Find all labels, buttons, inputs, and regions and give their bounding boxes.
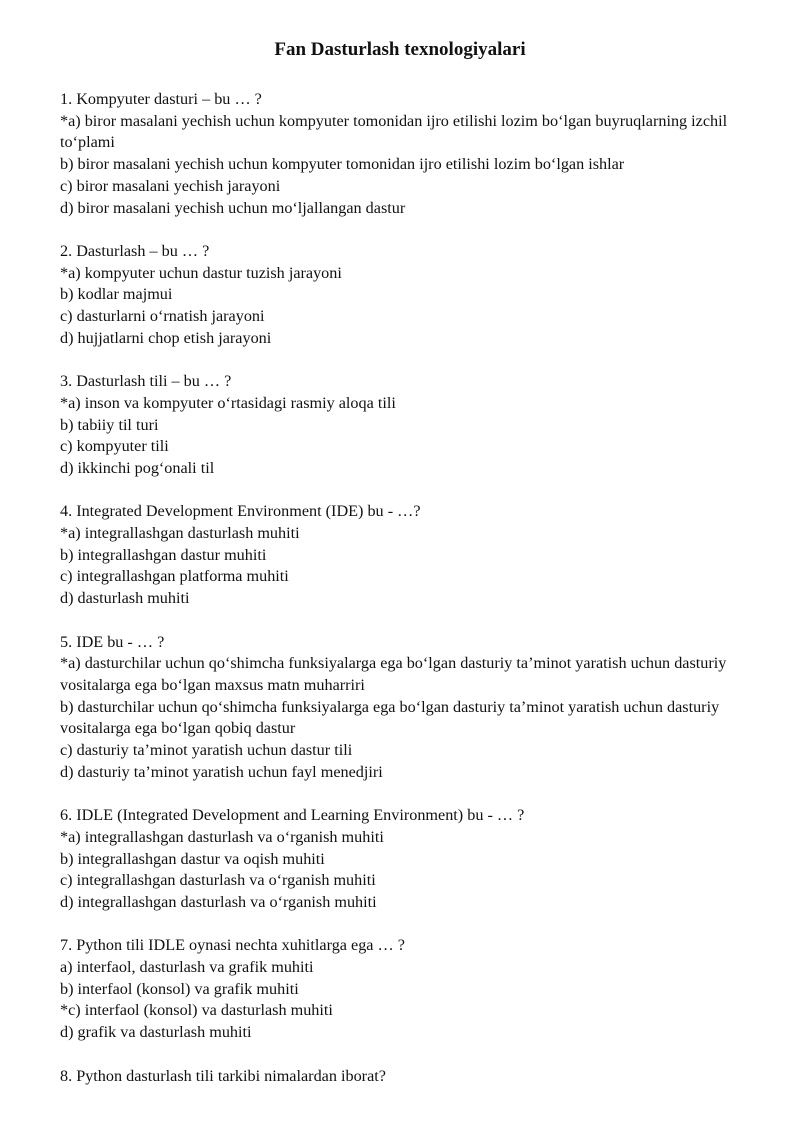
question-text: 1. Kompyuter dasturi – bu … ?: [60, 90, 262, 108]
question-6: [60, 805, 740, 914]
answer-option: d) biror masalani yechish uchun mo‘ljallangan dastur: [60, 198, 406, 217]
answer-option: d) ikkinchi pog‘onali til: [60, 458, 215, 477]
answer-option: c) dasturiy ta’minot yaratish uchun dastur tili: [60, 741, 353, 760]
answer-option: c) kompyuter tili: [60, 437, 169, 456]
answer-option: c) biror masalani yechish jarayoni: [60, 176, 281, 195]
answer-option: b) tabiiy til turi: [60, 415, 159, 434]
question-4: [60, 501, 740, 610]
answer-option: b) kodlar majmui: [60, 285, 173, 304]
answer-option: *a) integrallashgan dasturlash muhiti: [60, 524, 300, 543]
answer-option: *a) biror masalani yechish uchun kompyuter tomonidan ijro etilishi lozim bo‘lgan buyruqlarning izchil to‘plami: [60, 111, 728, 152]
answer-option: *a) inson va kompyuter o‘rtasidagi rasmiy aloqa tili: [60, 393, 396, 412]
answer-option: c) integrallashgan dasturlash va o‘rganish muhiti: [60, 871, 376, 890]
question-text: 7. Python tili IDLE oynasi nechta xuhitlarga ega … ?: [60, 936, 405, 955]
answer-option: b) interfaol (konsol) va grafik muhiti: [60, 979, 299, 998]
question-text: 3. Dasturlash tili – bu … ?: [60, 372, 232, 391]
question-text: 8. Python dasturlash tili tarkibi nimalardan iborat?: [60, 1066, 386, 1085]
answer-option: *a) kompyuter uchun dastur tuzish jarayoni: [60, 263, 342, 282]
answer-option: c) integrallashgan platforma muhiti: [60, 567, 289, 586]
question-3: [60, 371, 740, 480]
question-2: [60, 241, 740, 350]
question-7: [60, 935, 740, 1044]
question-text: 2. Dasturlash – bu … ?: [60, 241, 210, 260]
answer-option: b) integrallashgan dastur va oqish muhiti: [60, 849, 325, 868]
answer-option: d) dasturlash muhiti: [60, 589, 190, 608]
answer-option: d) hujjatlarni chop etish jarayoni: [60, 328, 272, 347]
answer-option: b) integrallashgan dastur muhiti: [60, 545, 267, 564]
answer-option: *c) interfaol (konsol) va dasturlash muhiti: [60, 1001, 333, 1020]
answer-option: b) dasturchilar uchun qo‘shimcha funksiyalarga ega bo‘lgan dasturiy ta’minot yaratish uchun dasturiy vositalarga ega bo‘lgan qobiq dastur: [60, 697, 720, 738]
question-text: 6. IDLE (Integrated Development and Learning Environment) bu - … ?: [60, 806, 525, 825]
answer-option: d) grafik va dasturlash muhiti: [60, 1023, 252, 1042]
question-text: 4. Integrated Development Environment (IDE) bu - …?: [60, 502, 421, 521]
answer-option: b) biror masalani yechish uchun kompyuter tomonidan ijro etilishi lozim bo‘lgan ishlar: [60, 155, 625, 174]
answer-option: *a) dasturchilar uchun qo‘shimcha funksiyalarga ega bo‘lgan dasturiy ta’minot yaratish uchun dasturiy vositalarga ega bo‘lgan maxsus matn muharriri: [60, 654, 727, 694]
question-5: [60, 632, 740, 784]
question-8: [60, 1066, 740, 1088]
document-title: Fan Dasturlash texnologiyalari: [274, 39, 526, 60]
question-1: [60, 89, 740, 219]
answer-option: d) dasturiy ta’minot yaratish uchun fayl menedjiri: [60, 762, 383, 781]
answer-option: d) integrallashgan dasturlash va o‘rganish muhiti: [60, 892, 377, 911]
answer-option: *a) integrallashgan dasturlash va o‘rganish muhiti: [60, 827, 384, 846]
answer-option: c) dasturlarni o‘rnatish jarayoni: [60, 307, 265, 326]
question-text: 5. IDE bu - … ?: [60, 632, 165, 651]
answer-option: a) interfaol, dasturlash va grafik muhiti: [60, 958, 314, 977]
